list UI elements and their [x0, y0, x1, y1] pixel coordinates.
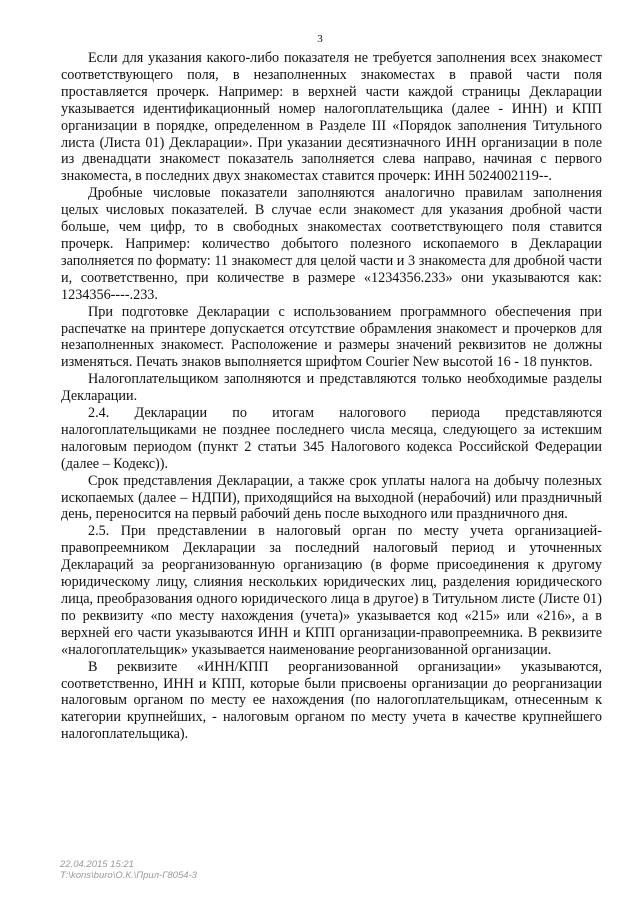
page-number: 3	[317, 33, 323, 45]
footer-timestamp: 22.04.2015 15:21	[60, 859, 134, 870]
footer-file-path: Т:\kons\buro\О.К.\Прил-Г8054-3	[60, 870, 197, 881]
paragraph-inn-kpp-reorganized: В реквизите «ИНН/КПП реорганизованной организации» указываются, соответственно, ИНН и КПП, которые были присвоены организации до реорганизации налоговым органом по месту ее нахождения (по налогоплательщикам, отнесенным к категории крупнейших, - налоговым органом по месту учета в качестве крупнейшего налогоплательщика).	[61, 658, 602, 743]
paragraph-2-5-reorganization: 2.5. При представлении в налоговый орган по месту учета организацией-правопреемником Декларации за последний налоговый период и уточненных Деклараций за реорганизованную организацию (в форме присоединения к другому юридическому лицу, слияния нескольких юридических лиц, разделения юридического лица, преобразования одного юридического лица в другое) в Титульном листе (Листе 01) по реквизиту «по месту нахождения (учета)» указывается код «215» или «216», а в верхней его части указываются ИНН и КПП организации-правопреемника. В реквизите «налогоплательщик» указывается наименование реорганизованной организации.	[61, 523, 602, 658]
document-body	[61, 50, 602, 743]
paragraph-software-printing: При подготовке Декларации с использованием программного обеспечения при распечатке на принтере допускается отсутствие обрамления знакомест и прочерков для незаполненных знакомест. Расположение и размеры значений реквизитов не должны изменяться. Печать знаков выполняется шрифтом Courier New высотой 16 - 18 пунктов.	[61, 303, 602, 371]
paragraph-empty-fields: Если для указания какого-либо показателя не требуется заполнения всех знакомест соответствующего поля, в незаполненных знакоместах в правой части поля проставляется прочерк. Например: в верхней части каждой страницы Декларации указывается идентификационный номер налогоплательщика (далее - ИНН) и КПП организации в порядке, определенном в Разделе III «Порядок заполнения Титульного листа (Листа 01) Декларации». При указании десятизначного ИНН организации в поле из двенадцати знакомест показатель заполняется слева направо, начиная с первого знакоместа, в последних двух знакоместах ставится прочерк: ИНН 5024002119--.	[61, 50, 602, 185]
paragraph-holiday-deadline: Срок представления Декларации, а также срок уплаты налога на добычу полезных ископаемых (далее – НДПИ), приходящийся на выходной (нерабочий) или праздничный день, переносится на первый рабочий день после выходного или праздничного дня.	[61, 472, 602, 523]
paragraph-required-sections: Налогоплательщиком заполняются и представляются только необходимые разделы Декларации.	[61, 371, 602, 405]
paragraph-2-4-deadline: 2.4. Декларации по итогам налогового периода представляются налогоплательщиками не позднее последнего числа месяца, следующего за истекшим налоговым периодом (пункт 2 статьи 345 Налогового кодекса Российской Федерации (далее – Кодекс)).	[61, 405, 602, 472]
document-footer	[60, 859, 197, 881]
paragraph-fractional-values: Дробные числовые показатели заполняются аналогично правилам заполнения целых числовых показателей. В случае если знакомест для указания дробной части больше, чем цифр, то в свободных знакоместах соответствующего поля ставится прочерк. Например: количество добытого полезного ископаемого в Декларации заполняется по формату: 11 знакомест для целой части и 3 знакоместа для дробной части и, соответственно, при количестве в размере «1234356.233» они указываются как: 1234356----.233.	[61, 185, 602, 303]
